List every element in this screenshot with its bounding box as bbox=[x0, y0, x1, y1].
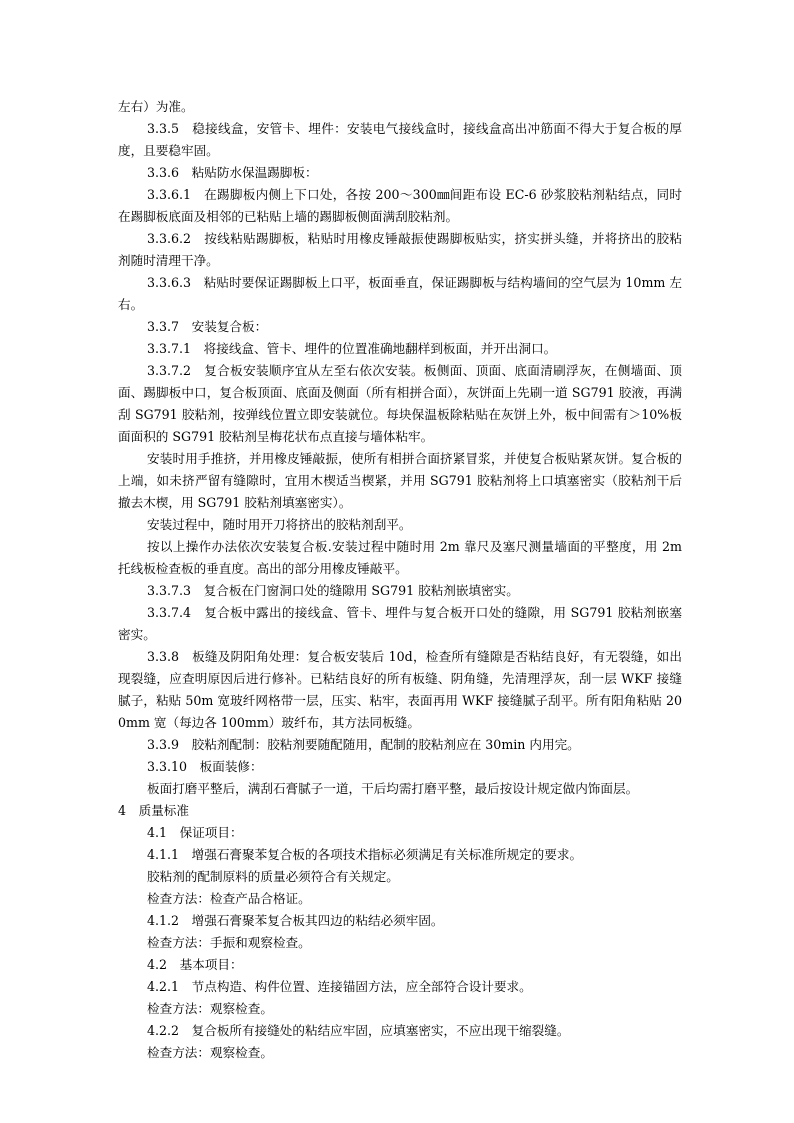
heading-3-3-6: 3.3.6 粘贴防水保温踢脚板： bbox=[147, 165, 318, 180]
paragraph-check-method-4: 检查方法：观察检查。 bbox=[147, 1045, 273, 1060]
paragraph-adhesive-quality: 胶粘剂的配制原料的质量必须符合有关规定。 bbox=[147, 869, 399, 884]
heading-4-2: 4.2 基本项目： bbox=[147, 957, 243, 972]
paragraph-install-measure: 按以上操作办法依次安装复合板.安装过程中随时用 2m 靠尺及塞尺测量墙面的平整度，用 2m 托线板检查板的垂直度。高出的部分用橡皮锤敲平。 bbox=[118, 539, 682, 576]
paragraph-4-1-2: 4.1.2 增强石膏聚苯复合板其四边的粘结必须牢固。 bbox=[147, 913, 444, 928]
paragraph-install-push: 安装时用手推挤，并用橡皮锤敲振，使所有相拼合面挤紧冒浆，并使复合板贴紧灰饼。复合板的上端，如未挤严留有缝隙时，宜用木楔适当楔紧，并用 SG791 胶粘剂将上口填塞密实（胶粘剂干后撤去木楔，用 SG791 胶粘剂填塞密实）。 bbox=[118, 451, 682, 510]
paragraph-check-method-3: 检查方法：观察检查。 bbox=[147, 1001, 273, 1016]
paragraph-3-3-7-1: 3.3.7.1 将接线盒、管卡、埋件的位置准确地翻样到板面，并开出洞口。 bbox=[147, 341, 557, 356]
heading-4-quality: 4 质量标准 bbox=[118, 803, 189, 818]
paragraph-4-1-1: 4.1.1 增强石膏聚苯复合板的各项技术指标必须满足有关标准所规定的要求。 bbox=[147, 847, 583, 862]
paragraph-4-2-2: 4.2.2 复合板所有接缝处的粘结应牢固，应填塞密实，不应出现干缩裂缝。 bbox=[147, 1023, 570, 1038]
paragraph-3-3-5: 3.3.5 稳接线盒，安管卡、埋件：安装电气接线盒时，接线盒高出冲筋面不得大于复合板的厚度，且要稳牢固。 bbox=[118, 121, 682, 158]
paragraph-3-3-6-3: 3.3.6.3 粘贴时要保证踢脚板上口平，板面垂直，保证踢脚板与结构墙间的空气层为 10mm 左右。 bbox=[118, 275, 682, 312]
paragraph-3-3-6-1: 3.3.6.1 在踢脚板内侧上下口处，各按 200～300㎜间距布设 EC-6 砂浆胶粘剂粘结点，同时在踢脚板底面及相邻的已粘贴上墙的踢脚板侧面满刮胶粘剂。 bbox=[118, 187, 682, 224]
paragraph-check-method-2: 检查方法：手振和观察检查。 bbox=[147, 935, 311, 950]
paragraph-finish: 板面打磨平整后，满刮石膏腻子一道，干后均需打磨平整，最后按设计规定做内饰面层。 bbox=[147, 781, 639, 796]
paragraph-3-3-8: 3.3.8 板缝及阴阳角处理：复合板安装后 10d，检查所有缝隙是否粘结良好，有无裂缝，如出现裂缝，应查明原因后进行修补。已粘结良好的所有板缝、阴角缝，先清理浮灰，刮一层 WKF 接缝腻子，粘贴 50m 宽玻纤网格带一层，压实、粘牢，表面再用 WKF 接缝腻子刮平。所有阳角粘贴 200mm 宽（每边各 100mm）玻纤布，其方法同板缝。 bbox=[118, 649, 682, 730]
heading-3-3-7: 3.3.7 安装复合板： bbox=[147, 319, 268, 334]
document-body bbox=[118, 96, 682, 1064]
paragraph-install-scrape: 安装过程中，随时用开刀将挤出的胶粘剂刮平。 bbox=[147, 517, 412, 532]
paragraph-3-3-7-2: 3.3.7.2 复合板安装顺序宜从左至右依次安装。板侧面、顶面、底面清刷浮灰，在侧墙面、顶面、踢脚板中口，复合板顶面、底面及侧面（所有相拼合面），灰饼面上先刷一道 SG791 胶液，再满刮 SG791 胶粘剂，按弹线位置立即安装就位。每块保温板除粘贴在灰饼上外，板中间需有＞10%板面面积的 SG791 胶粘剂呈梅花状布点直接与墙体粘牢。 bbox=[118, 363, 682, 444]
paragraph-3-3-6-2: 3.3.6.2 按线粘贴踢脚板，粘贴时用橡皮锤敲振使踢脚板贴实，挤实拼头缝，并将挤出的胶粘剂随时清理干净。 bbox=[118, 231, 682, 268]
heading-3-3-10: 3.3.10 板面装修： bbox=[147, 759, 263, 774]
paragraph-4-2-1: 4.2.1 节点构造、构件位置、连接锚固方法，应全部符合设计要求。 bbox=[147, 979, 532, 994]
paragraph-check-method-1: 检查方法：检查产品合格证。 bbox=[147, 891, 311, 906]
paragraph-3-3-7-4: 3.3.7.4 复合板中露出的接线盒、管卡、埋件与复合板开口处的缝隙，用 SG791 胶粘剂嵌塞密实。 bbox=[118, 605, 682, 642]
paragraph-3-3-9: 3.3.9 胶粘剂配制：胶粘剂要随配随用，配制的胶粘剂应在 30min 内用完。 bbox=[147, 737, 580, 752]
paragraph-continuation: 左右）为准。 bbox=[118, 99, 194, 114]
paragraph-3-3-7-3: 3.3.7.3 复合板在门窗洞口处的缝隙用 SG791 胶粘剂嵌填密实。 bbox=[147, 583, 519, 598]
heading-4-1: 4.1 保证项目： bbox=[147, 825, 243, 840]
